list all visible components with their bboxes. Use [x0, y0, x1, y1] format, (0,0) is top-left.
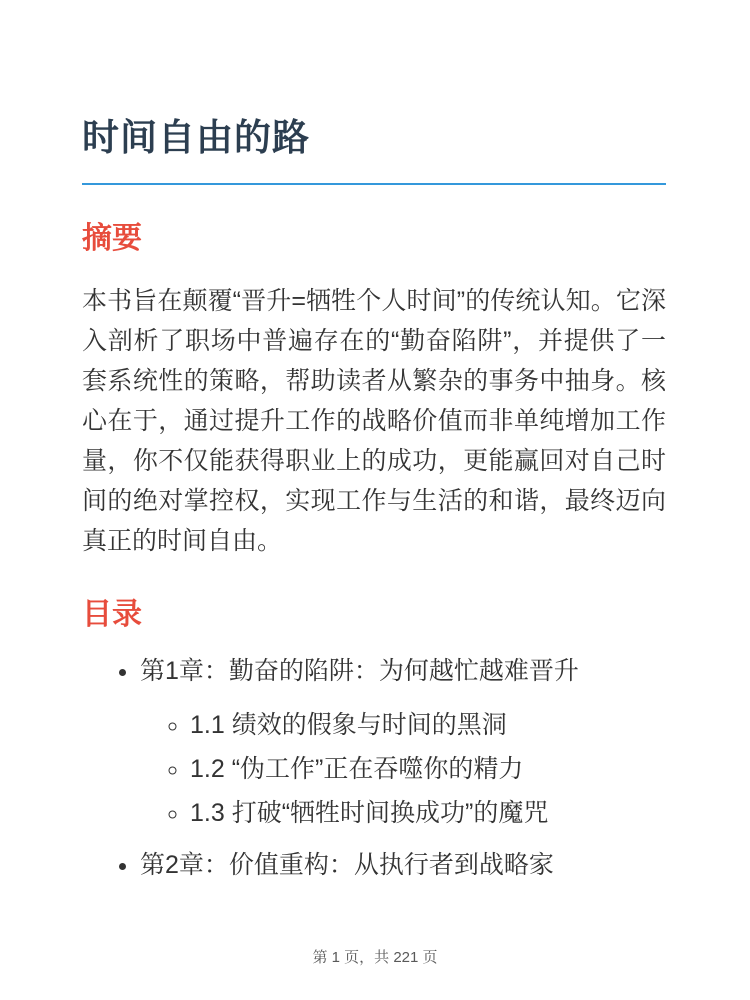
toc-chapter-2 — [140, 843, 666, 887]
toc-section-1-1: ◦ 1.1 绩效的假象与时间的黑洞 — [190, 703, 666, 747]
title-divider — [82, 183, 666, 185]
page-title: 时间自由的路 — [82, 117, 310, 158]
abstract-heading: 摘要 — [82, 221, 142, 255]
toc-chapter-1 — [140, 649, 666, 835]
toc-list — [82, 649, 666, 887]
toc-section-1-3: ◦ 1.3 打破“牺牲时间换成功”的魔咒 — [190, 791, 666, 835]
toc-chapter-1-sections — [140, 703, 666, 835]
toc-chapter-1-label: 第1章：勤奋的陷阱：为何越忙越难晋升 — [140, 656, 579, 685]
toc-chapter-2-label: 第2章：价值重构：从执行者到战略家 — [140, 850, 554, 879]
toc-heading: 目录 — [82, 597, 142, 631]
toc-section-1-2: ◦ 1.2 “伪工作”正在吞噬你的精力 — [190, 747, 666, 791]
abstract-paragraph: 本书旨在颠覆“晋升=牺牲个人时间”的传统认知。它深入剖析了职场中普遍存在的“勤奋陷阱”，并提供了一套系统性的策略，帮助读者从繁杂的事务中抽身。核心在于，通过提升工作的战略价值而非单纯增加工作量，你不仅能获得职业上的成功，更能赢回对自己时间的绝对掌控权，实现工作与生活的和谐，最终迈向真正的时间自由。 — [82, 286, 666, 555]
page-number-indicator: 第 1 页，共 221 页 — [312, 949, 438, 966]
